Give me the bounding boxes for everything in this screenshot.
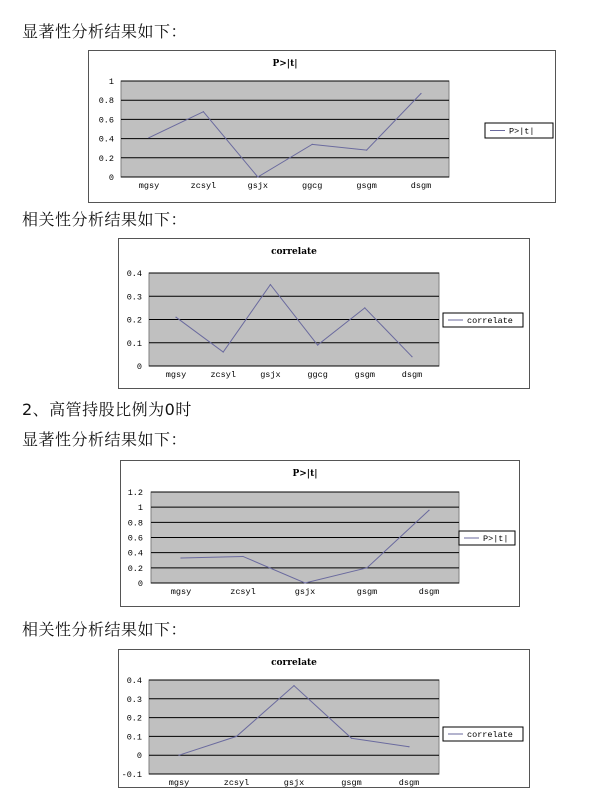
x-tick-label: dsgm — [398, 778, 420, 787]
x-tick-label: gsgm — [354, 370, 376, 380]
chart-3 — [120, 460, 520, 607]
legend-label: P>|t| — [483, 534, 509, 544]
plot-area — [149, 680, 439, 774]
y-tick-label: 0.2 — [126, 713, 142, 724]
y-tick-label: 0.6 — [98, 115, 114, 126]
data-point — [236, 736, 237, 737]
data-point — [428, 510, 429, 511]
x-tick-label: zcsyl — [210, 370, 236, 380]
data-point — [304, 582, 305, 583]
data-point — [148, 137, 149, 138]
y-tick-label: 0.2 — [127, 563, 143, 574]
x-tick-label: dsgm — [401, 370, 423, 380]
data-point — [411, 356, 412, 357]
data-point — [420, 93, 421, 94]
x-tick-label: ggcg — [301, 181, 323, 191]
y-tick-label: 0.8 — [98, 96, 114, 107]
data-point — [366, 150, 367, 151]
x-tick-label: zcsyl — [230, 587, 256, 597]
caption-zero-holding: 2、高管持股比例为0时 — [22, 400, 192, 419]
x-tick-label: gsjx — [294, 587, 316, 597]
legend-label: correlate — [467, 730, 513, 740]
data-point — [178, 755, 179, 756]
caption-significance-2: 显著性分析结果如下： — [22, 430, 188, 449]
y-tick-label: 0.8 — [127, 518, 143, 529]
y-tick-label: 0.3 — [126, 292, 142, 303]
chart-1-svg — [89, 51, 555, 202]
caption-significance-1: 显著性分析结果如下： — [22, 22, 188, 41]
data-point — [408, 746, 409, 747]
y-tick-label: -0.1 — [121, 770, 142, 780]
x-tick-label: mgsy — [170, 587, 192, 597]
y-tick-label: 0 — [137, 579, 143, 589]
legend-label: correlate — [467, 316, 513, 326]
x-tick-label: gsjx — [260, 370, 281, 380]
x-tick-label: ggcg — [307, 370, 328, 380]
y-tick-label: 0.4 — [98, 134, 114, 145]
x-tick-label: dsgm — [418, 587, 440, 597]
y-tick-label: 0.1 — [126, 338, 142, 349]
data-point — [175, 317, 176, 318]
x-tick-label: gsgm — [356, 587, 378, 597]
y-tick-label: 0.4 — [127, 548, 143, 559]
y-tick-label: 0 — [136, 362, 142, 372]
legend-label: P>|t| — [509, 126, 535, 137]
x-tick-label: gsgm — [341, 778, 362, 787]
data-point — [364, 307, 365, 308]
data-point — [203, 111, 204, 112]
data-point — [242, 556, 243, 557]
y-tick-label: 0 — [108, 173, 114, 183]
caption-correlation-2: 相关性分析结果如下： — [22, 620, 188, 639]
y-tick-label: 0.2 — [126, 315, 142, 326]
chart-title: P>|t| — [292, 469, 318, 479]
y-tick-label: 0.4 — [126, 676, 142, 686]
x-tick-label: gsjx — [283, 778, 305, 787]
y-tick-label: 0.2 — [98, 153, 114, 164]
chart-4 — [118, 649, 530, 788]
chart-title: correlate — [271, 658, 317, 668]
chart-1 — [88, 50, 556, 203]
x-tick-label: zcsyl — [190, 181, 217, 191]
data-point — [351, 738, 352, 739]
x-tick-label: gsgm — [356, 181, 377, 191]
x-tick-label: gsjx — [247, 181, 269, 191]
chart-2-svg — [119, 239, 529, 388]
x-tick-label: dsgm — [410, 181, 432, 191]
x-tick-label: zcsyl — [223, 778, 250, 787]
caption-correlation-1: 相关性分析结果如下： — [22, 210, 188, 229]
x-tick-label: mgsy — [165, 370, 187, 380]
plot-area — [121, 81, 449, 177]
y-tick-label: 0.4 — [126, 269, 142, 279]
data-point — [293, 685, 294, 686]
y-tick-label: 1 — [108, 77, 114, 87]
x-tick-label: mgsy — [138, 181, 160, 191]
chart-title: correlate — [271, 247, 317, 257]
data-point — [317, 344, 318, 345]
y-tick-label: 1.2 — [127, 488, 143, 498]
chart-2 — [118, 238, 530, 389]
x-tick-label: mgsy — [168, 778, 190, 787]
chart-4-svg — [119, 650, 529, 787]
data-point — [366, 567, 367, 568]
y-tick-label: 1 — [137, 503, 143, 514]
chart-title: P>|t| — [272, 59, 298, 69]
data-point — [223, 351, 224, 352]
chart-3-svg — [121, 461, 519, 606]
data-point — [270, 284, 271, 285]
data-point — [180, 557, 181, 558]
y-tick-label: 0.6 — [127, 533, 143, 544]
data-point — [312, 144, 313, 145]
y-tick-label: 0.3 — [126, 694, 142, 705]
y-tick-label: 0.1 — [126, 732, 142, 743]
y-tick-label: 0 — [136, 751, 142, 762]
data-point — [257, 176, 258, 177]
